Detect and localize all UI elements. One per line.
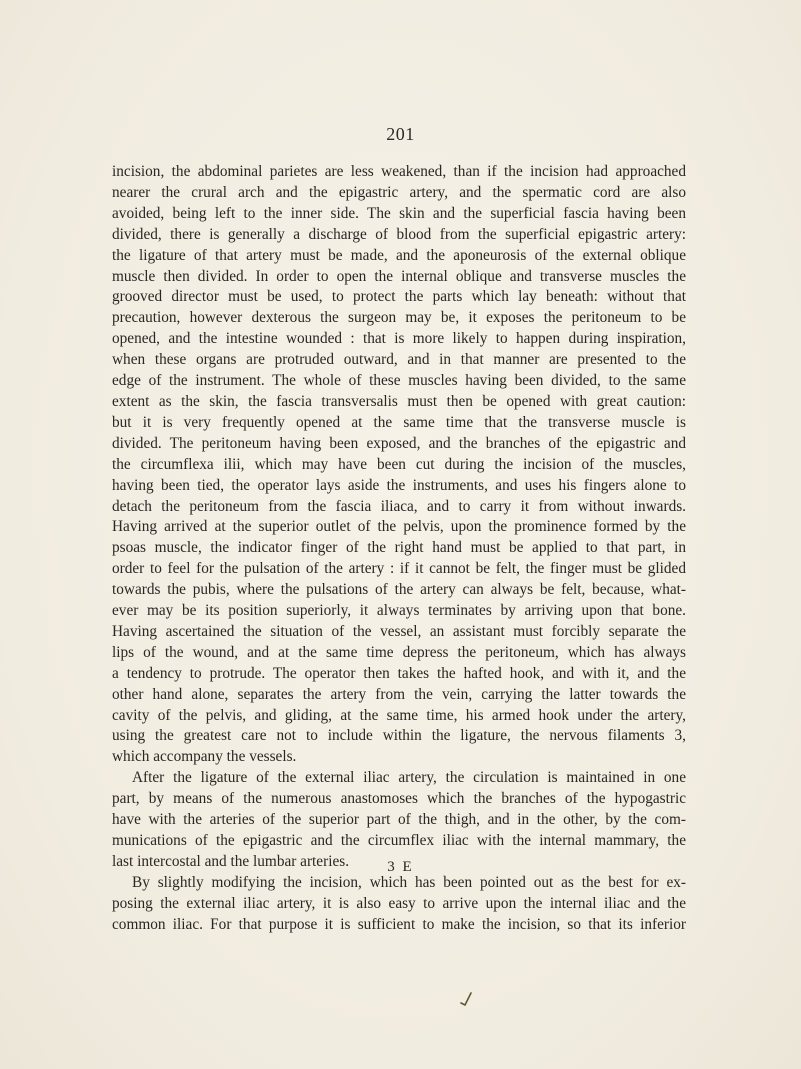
text-line: towards the pubis, where the pulsations of the artery can always be felt, because, what- [112,581,686,599]
page-number: 201 [386,124,415,144]
ink-tick-mark [460,992,472,1006]
text-line: using the greatest care not to include within the ligature, the nervous filaments 3, [112,727,686,745]
text-line: other hand alone, separates the artery from the vein, carrying the latter towards the [112,685,686,703]
text-line: cavity of the pelvis, and gliding, at the same time, his armed hook under the artery, [112,706,686,724]
text-line: After the ligature of the external iliac artery, the circulation is maintained in one [132,769,686,787]
text-line: muscle then divided. In order to open the internal oblique and transverse muscles the [112,267,686,285]
text-line: Having ascertained the situation of the vessel, an assistant must forcibly separate the [112,622,686,640]
text-line: common iliac. For that purpose it is sufficient to make the incision, so that its inferior [112,915,686,933]
text-line: the ligature of that artery must be made, and the aponeurosis of the external oblique [112,246,686,264]
text-line: the circumflexa ilii, which may have been cut during the incision of the muscles, [112,455,686,473]
text-line: posing the external iliac artery, it is also easy to arrive upon the internal iliac and the [112,894,686,912]
text-line: ever may be its position superiorly, it always terminates by arriving upon that bone. [112,602,686,620]
text-line: lips of the wound, and at the same time depress the peritoneum, which has always [112,643,686,661]
text-line: psoas muscle, the indicator finger of the right hand must be applied to that part, in [112,539,686,557]
text-line: having been tied, the operator lays aside the instruments, and uses his fingers alone to [112,476,686,494]
text-line: extent as the skin, the fascia transversalis must then be opened with great caution: [112,392,686,410]
text-line: opened, and the intestine wounded : that is more likely to happen during inspiration, [112,330,686,348]
text-line: when these organs are protruded outward, and in that manner are presented to the [112,351,686,369]
text-line: which accompany the vessels. [112,748,297,766]
text-line: have with the arteries of the superior part of the thigh, and in the other, by the com- [112,811,686,829]
text-line: a tendency to protrude. The operator then takes the hafted hook, and with it, and the [112,664,686,682]
text-line: Having arrived at the superior outlet of the pelvis, upon the prominence formed by the [112,518,686,536]
signature-mark: 3 E [387,859,414,875]
text-line: nearer the crural arch and the epigastric artery, and the spermatic cord are also [112,183,686,201]
text-line: divided, there is generally a discharge of blood from the superficial epigastric artery: [112,225,686,243]
text-line: munications of the epigastric and the circumflex iliac with the internal mammary, the [112,832,686,849]
text-line: detach the peritoneum from the fascia iliaca, and to carry it from without inwards. [112,497,686,515]
text-line: avoided, being left to the inner side. The skin and the superficial fascia having been [112,204,686,222]
text-line: part, by means of the numerous anastomoses which the branches of the hypogastric [112,790,686,808]
text-line: divided. The peritoneum having been exposed, and the branches of the epigastric and [112,434,686,452]
body-text [112,162,686,936]
text-line: last intercostal and the lumbar arteries. [112,852,350,870]
text-line: grooved director must be used, to protect the parts which lay beneath: without that [112,288,686,306]
text-line: edge of the instrument. The whole of these muscles having been divided, to the same [112,372,686,390]
text-line: By slightly modifying the incision, which has been pointed out as the best for ex- [132,873,686,891]
text-line: order to feel for the pulsation of the artery : if it cannot be felt, the finger must be glided [112,560,686,578]
text-line: precaution, however dexterous the surgeon may be, it exposes the peritoneum to be [112,309,686,327]
text-line: incision, the abdominal parietes are less weakened, than if the incision had approached [112,163,686,180]
text-line: but it is very frequently opened at the same time that the transverse muscle is [112,413,686,431]
